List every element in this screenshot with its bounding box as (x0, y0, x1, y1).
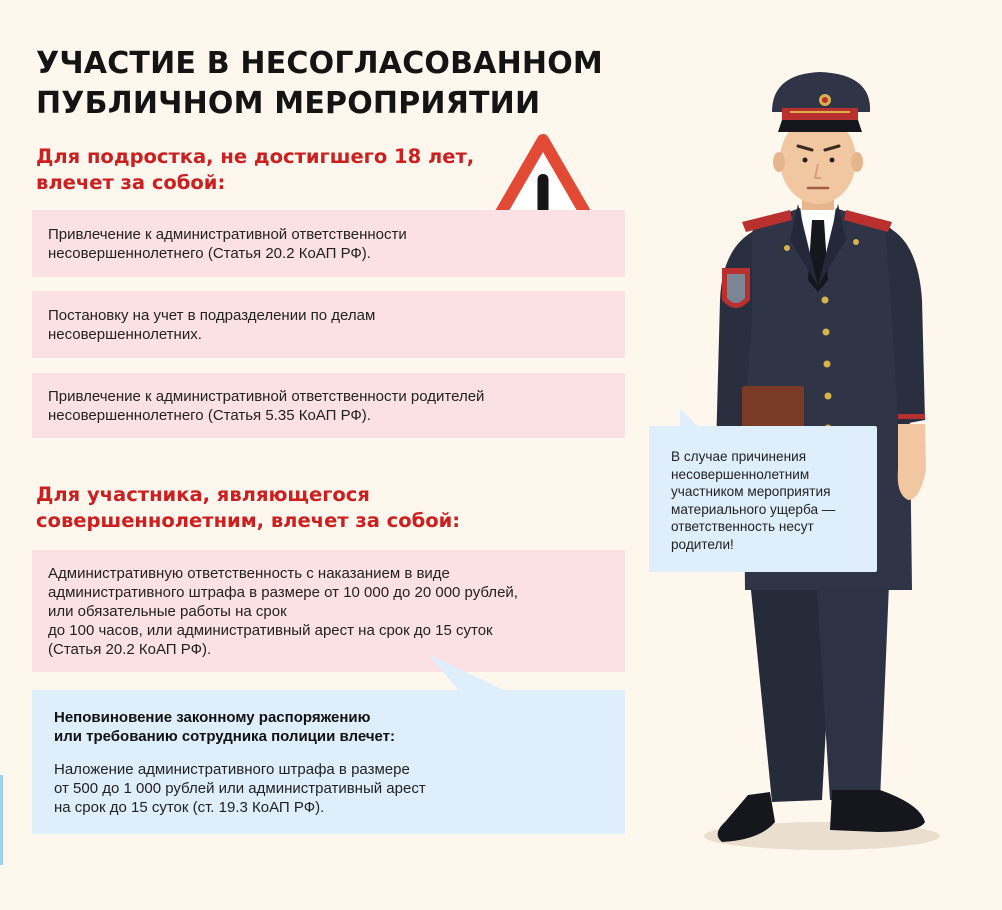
adults-heading-line-1: Для участника, являющегося (36, 483, 370, 506)
minor-consequence-1-line-2: несовершеннолетнего (Статья 20.2 КоАП РФ). (48, 244, 371, 262)
minor-consequence-3-line-2: несовершеннолетнего (Статья 5.35 КоАП РФ). (48, 406, 371, 424)
adults-heading-line-2: совершеннолетним, влечет за собой: (36, 509, 461, 532)
title-line-2: ПУБЛИЧНОМ МЕРОПРИЯТИИ (36, 86, 541, 121)
note-line-1: В случае причинения (671, 449, 807, 464)
title-line-1: УЧАСТИЕ В НЕСОГЛАСОВАННОМ (36, 46, 603, 81)
note-line-4: материального ущерба — (671, 501, 836, 517)
adult-consequence-line-5: (Статья 20.2 КоАП РФ). (48, 640, 212, 658)
note-line-3: участником мероприятия (671, 484, 831, 499)
disobedience-heading (54, 708, 603, 746)
disobedience-heading-line-2: или требованию сотрудника полиции влечет: (54, 727, 396, 745)
minor-consequence-3 (32, 373, 625, 438)
adult-consequence-line-3: или обязательные работы на срок (48, 602, 287, 620)
adults-heading (36, 482, 460, 534)
note-line-2: несовершеннолетним (671, 466, 810, 482)
page-title (36, 44, 603, 124)
note-line-6: родители! (671, 536, 734, 552)
minor-consequence-1-line-1: Привлечение к административной ответственности (48, 225, 407, 243)
adult-consequence (32, 550, 625, 672)
callout-tail (420, 650, 520, 695)
disobedience-line-2: от 500 до 1 000 рублей или административный арест (54, 779, 426, 797)
adult-consequence-line-2: административного штрафа в размере от 10 000 до 20 000 рублей, (48, 583, 518, 601)
disobedience-card (32, 690, 625, 834)
minor-consequence-3-line-1: Привлечение к административной ответственности родителей (48, 387, 485, 405)
minors-heading-line-2: влечет за собой: (36, 171, 226, 194)
minor-consequence-2-line-2: несовершеннолетних. (48, 325, 202, 343)
edge-decoration (0, 775, 3, 865)
note-line-5: ответственность несут (671, 519, 814, 534)
adult-consequence-line-4: до 100 часов, или административный арест на срок до 15 суток (48, 621, 493, 639)
adult-consequence-line-1: Административную ответственность с наказанием в виде (48, 564, 450, 582)
minor-consequence-1 (32, 210, 625, 277)
disobedience-line-3: на срок до 15 суток (ст. 19.3 КоАП РФ). (54, 798, 325, 816)
minor-consequence-2-line-1: Постановку на учет в подразделении по делам (48, 306, 376, 324)
disobedience-heading-line-1: Неповиновение законному распоряжению (54, 708, 371, 726)
parents-responsibility-note (649, 426, 877, 572)
minor-consequence-2 (32, 291, 625, 358)
disobedience-line-1: Наложение административного штрафа в размере (54, 760, 410, 778)
minors-heading (36, 144, 474, 196)
minors-heading-line-1: Для подростка, не достигшего 18 лет, (36, 145, 475, 168)
